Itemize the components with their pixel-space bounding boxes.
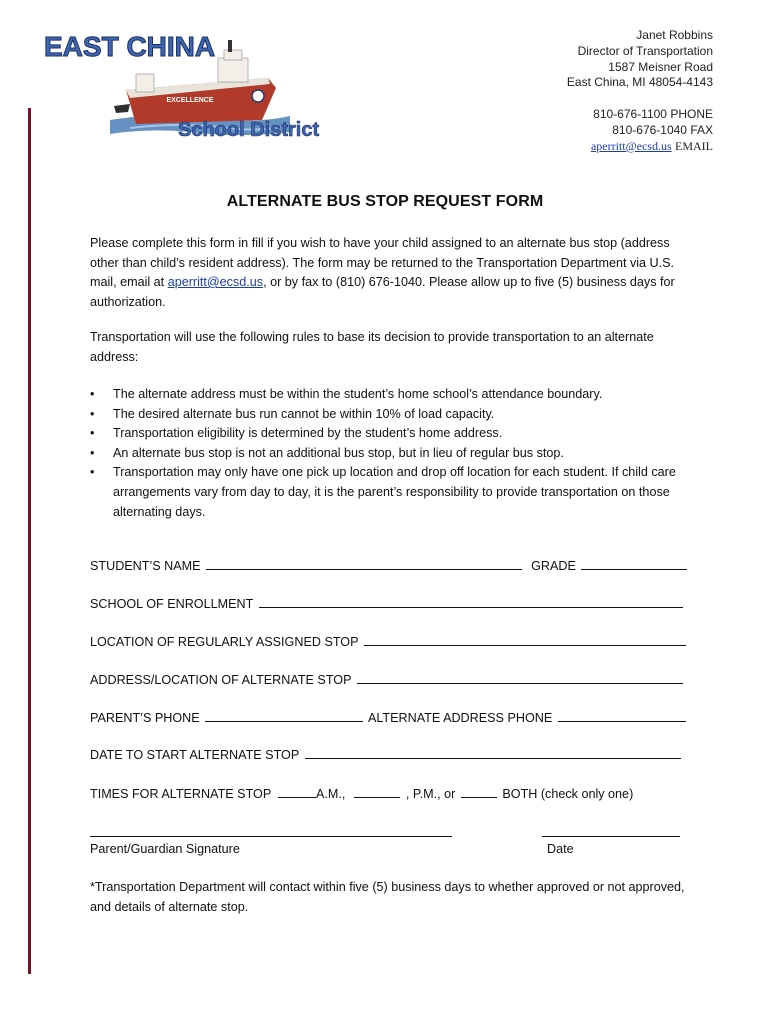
regular-stop-label: LOCATION OF REGULARLY ASSIGNED STOP	[90, 635, 359, 649]
rules-intro: Transportation will use the following rules to base its decision to provide transportation to an alternate address:	[90, 330, 654, 364]
logo-top-text: EAST CHINA	[44, 31, 216, 62]
rule-item: • The alternate address must be within the student’s home school’s attendance boundary.	[90, 385, 690, 405]
am-label: A.M.,	[316, 787, 346, 801]
grade-input-line[interactable]	[581, 557, 687, 570]
contact-email-label: EMAIL	[675, 138, 713, 153]
school-label: SCHOOL OF ENROLLMENT	[90, 597, 254, 611]
rule-item: • Transportation may only have one pick up location and drop off location for each student. If child care arrangements vary from day to day, it is the parent’s responsibility to provide transportation on those alternating days.	[90, 463, 690, 522]
intro-text-after: , or by fax to (810) 676-1040. Please allow up to five (5) business days for authorization.	[90, 275, 675, 309]
pm-check-line[interactable]	[354, 785, 400, 798]
contact-city: East China, MI 48054-4143	[566, 75, 713, 90]
contact-email-row	[567, 139, 713, 155]
alternate-phone-label: ALTERNATE ADDRESS PHONE	[367, 711, 553, 725]
parent-phone-label: PARENT’S PHONE	[90, 711, 200, 725]
left-margin-rule	[28, 108, 31, 974]
footnote: *Transportation Department will contact within five (5) business days to whether approved or not approved, and details of alternate stop.	[90, 880, 685, 914]
student-name-row	[90, 557, 689, 573]
times-label: TIMES FOR ALTERNATE STOP	[90, 787, 272, 801]
school-district-logo	[40, 28, 340, 150]
alternate-stop-row	[90, 671, 685, 687]
alternate-stop-input-line[interactable]	[357, 671, 683, 684]
contact-role: Director of Transportation	[577, 43, 713, 58]
logo-bottom-text: School District	[178, 119, 320, 141]
pm-label: , P.M., or	[405, 787, 456, 801]
alternate-stop-label: ADDRESS/LOCATION OF ALTERNATE STOP	[90, 673, 352, 687]
rule-item: • Transportation eligibility is determined by the student’s home address.	[90, 424, 690, 444]
contact-phone: 810-676-1100 PHONE	[593, 107, 713, 122]
start-date-label: DATE TO START ALTERNATE STOP	[90, 748, 300, 762]
intro-paragraph	[90, 234, 690, 312]
date-label: Date	[547, 842, 574, 856]
both-label: BOTH (check only one)	[502, 787, 634, 801]
form-title: ALTERNATE BUS STOP REQUEST FORM	[226, 193, 544, 210]
contact-fax: 810-676-1040 FAX	[612, 122, 713, 137]
parent-signature-label: Parent/Guardian Signature	[90, 842, 240, 856]
intro-text-before: Please complete this form in fill if you wish to have your child assigned to an alternate bus stop (address other than child’s resident address). The form may be returned to the Transportation Department via U.S. mail, email at	[90, 236, 675, 289]
ship-name-label: EXCELLENCE	[166, 97, 214, 104]
contact-block	[567, 28, 713, 155]
start-date-input-line[interactable]	[305, 746, 681, 759]
rules-list	[90, 385, 690, 522]
parent-phone-input-line[interactable]	[205, 709, 363, 722]
rule-item: • An alternate bus stop is not an additional bus stop, but in lieu of regular bus stop.	[90, 444, 690, 464]
both-check-line[interactable]	[461, 785, 497, 798]
alternate-phone-input-line[interactable]	[558, 709, 686, 722]
am-check-line[interactable]	[278, 785, 316, 798]
contact-street: 1587 Meisner Road	[608, 59, 713, 74]
contact-email-link[interactable]: aperritt@ecsd.us	[590, 138, 672, 153]
intro-email-link[interactable]: aperritt@ecsd.us	[167, 275, 264, 289]
regular-stop-row	[90, 633, 688, 649]
parent-signature-line[interactable]	[90, 836, 452, 837]
date-signature-line[interactable]	[542, 836, 680, 837]
times-row	[90, 785, 633, 801]
school-row	[90, 595, 685, 611]
grade-label: GRADE	[531, 559, 576, 573]
contact-name: Janet Robbins	[636, 28, 713, 42]
rule-item: • The desired alternate bus run cannot be within 10% of load capacity.	[90, 405, 690, 425]
student-name-label: STUDENT’S NAME	[90, 559, 201, 573]
phone-row	[90, 709, 688, 725]
start-date-row	[90, 746, 683, 762]
student-name-input-line[interactable]	[206, 557, 522, 570]
ship-logo-graphic	[40, 28, 340, 150]
regular-stop-input-line[interactable]	[364, 633, 686, 646]
school-input-line[interactable]	[259, 595, 683, 608]
